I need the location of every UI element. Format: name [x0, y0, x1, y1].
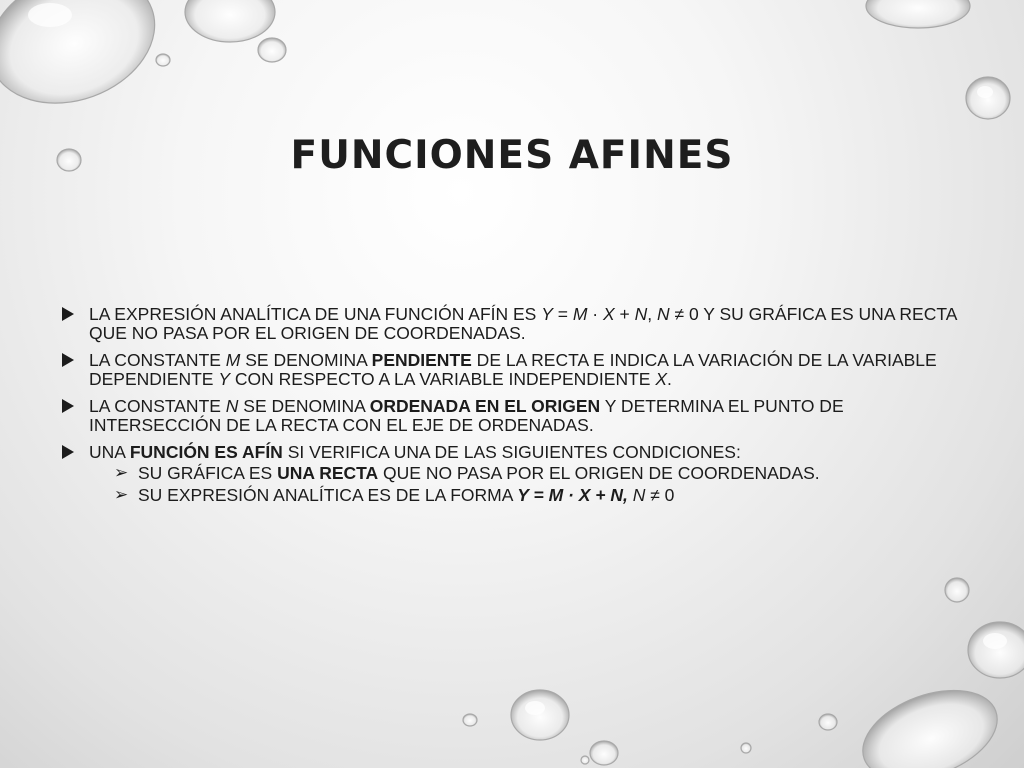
bullet-item: [62, 443, 967, 462]
bullet-text: UNA: [89, 442, 130, 462]
term-ordenada-en-el-origen: ORDENADA EN EL ORIGEN: [369, 396, 601, 416]
bullet-text: SE DENOMINA: [240, 350, 372, 370]
bullet-text: Y SU GRÁFICA ES UNA RECTA QUE NO PASA POR EL ORIGEN DE COORDENADAS.: [89, 304, 957, 343]
formula-var: X: [603, 304, 615, 324]
bullet-text: SU EXPRESIÓN ANALÍTICA ES DE LA FORMA: [138, 485, 518, 505]
bullet-text: QUE NO PASA POR EL ORIGEN DE COORDENADAS.: [378, 463, 820, 483]
formula: Y = M · X + N,: [517, 485, 628, 505]
bullet-text: CON RESPECTO A LA VARIABLE INDEPENDIENTE: [230, 369, 656, 389]
triangle-bullet-icon: [62, 399, 74, 413]
formula-var: M: [225, 350, 241, 370]
sub-bullet-item: [114, 464, 967, 483]
triangle-bullet-icon: [62, 445, 74, 459]
formula-var: N: [627, 485, 646, 505]
formula-op: ,: [647, 304, 658, 324]
bullet-text: LA CONSTANTE: [89, 396, 226, 416]
formula-op: ≠ 0: [645, 485, 675, 505]
arrowhead-bullet-icon: ➢: [114, 485, 129, 505]
formula-op: =: [552, 304, 573, 324]
bullet-text: .: [667, 369, 672, 389]
slide-title: FUNCIONES AFINES: [290, 133, 734, 178]
bullet-item: [62, 351, 967, 389]
bullet-list: [62, 305, 967, 508]
formula-var: N: [634, 304, 648, 324]
term-una-recta: UNA RECTA: [277, 463, 379, 483]
bullet-text: SU GRÁFICA ES: [138, 463, 278, 483]
bullet-item: [62, 305, 967, 343]
formula-var: X: [655, 369, 668, 389]
term-pendiente: PENDIENTE: [371, 350, 472, 370]
formula-var: M: [572, 304, 588, 324]
formula-var: Y: [541, 304, 553, 324]
formula-op: ·: [587, 304, 603, 324]
bullet-item: [62, 397, 967, 435]
bullet-text: Y DETERMINA EL PUNTO DE INTERSECCIÓN DE LA RECTA CON EL EJE DE ORDENADAS.: [89, 396, 844, 435]
bullet-text: LA EXPRESIÓN ANALÍTICA DE UNA FUNCIÓN AFÍN ES: [89, 304, 542, 324]
sub-bullet-item: [114, 486, 967, 505]
bullet-text: DE LA RECTA E INDICA LA VARIACIÓN DE LA VARIABLE DEPENDIENTE: [89, 350, 937, 389]
triangle-bullet-icon: [62, 307, 74, 321]
formula-op: +: [614, 304, 635, 324]
formula-op: ≠ 0: [669, 304, 699, 324]
bullet-text: LA CONSTANTE: [89, 350, 226, 370]
bullet-text: SI VERIFICA UNA DE LAS SIGUIENTES CONDICIONES:: [282, 442, 741, 462]
formula-var: N: [657, 304, 670, 324]
triangle-bullet-icon: [62, 353, 74, 367]
arrowhead-bullet-icon: ➢: [114, 463, 129, 483]
formula-var: N: [225, 396, 239, 416]
term-funcion-es-afin: FUNCIÓN ES AFÍN: [129, 442, 283, 462]
formula-var: Y: [218, 369, 231, 389]
bullet-text: SE DENOMINA: [238, 396, 370, 416]
